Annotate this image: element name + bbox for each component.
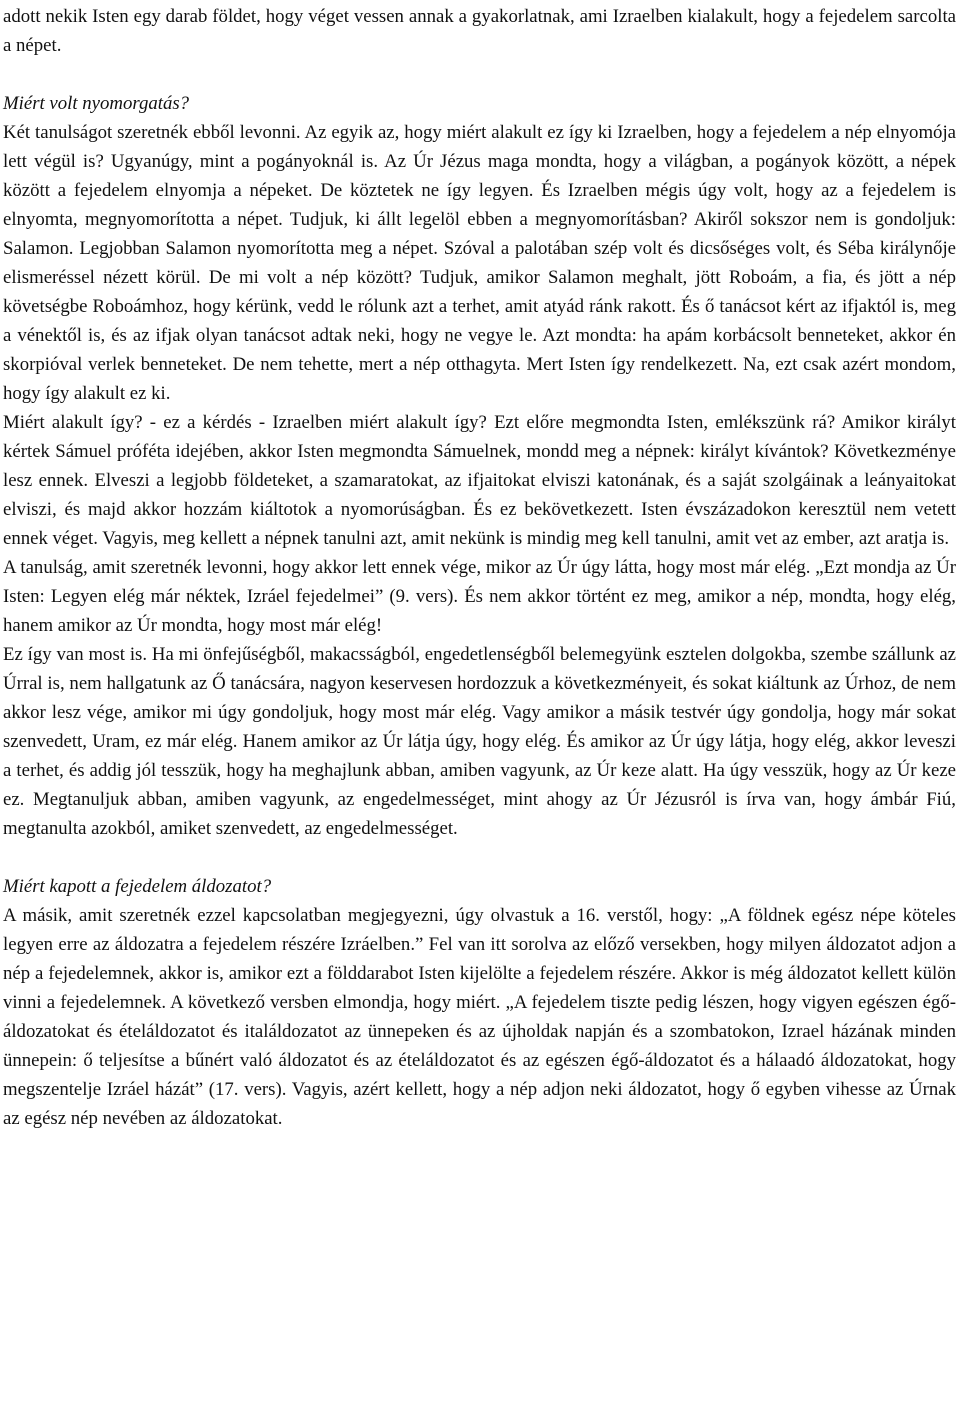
- paragraph: Két tanulságot szeretnék ebből levonni. Az egyik az, hogy miért alakult ez így ki Izraelben, hogy a fejedelem a nép elnyomója lett végül is? Ugyanúgy, mint a pogányoknál is. Az Úr Jézus maga mondta, hogy a világban, a pogányok között, a népek között a fejedelem elnyomja a népeket. De köztetek ne így legyen. És Izraelben mégis úgy volt, hogy az a fejedelem is elnyomta, megnyomorította a népet. Tudjuk, ki állt legelöl ebben a megnyomorításban? Akiről sokszor nem is gondoljuk: Salamon. Legjobban Salamon nyomorította meg a népet. Szóval a palotában szép volt és dicsőséges volt, és Séba királynője elismeréssel nézett körül. De mi volt a nép között? Tudjuk, amikor Salamon meghalt, jött Roboám, a fia, és jött a nép követségbe Roboámhoz, hogy kérünk, vedd le rólunk azt a terhet, amit atyád ránk rakott. És ő tanácsot kért az ifjaktól is, meg a vénektől is, és az ifjak olyan tanácsot adtak neki, hogy ne vegye le. Azt mondta: ha apám korbácsolt benneteket, akkor én skorpióval verlek benneteket. De nem tehette, mert a nép otthagyta. Mert Isten így rendelkezett. Na, ezt csak azért mondom, hogy így alakult ez ki.: [3, 122, 956, 404]
- paragraph: A tanulság, amit szeretnék levonni, hogy akkor lett ennek vége, mikor az Úr úgy látta, hogy most már elég. „Ezt mondja az Úr Isten: Legyen elég már néktek, Izráel fejedelmei” (9. vers). És nem akkor történt ez meg, amikor a nép, mondta, hogy elég, hanem amikor az Úr mondta, hogy most már elég!: [3, 557, 956, 636]
- paragraph-gap: [3, 843, 956, 872]
- paragraph: Miért alakult így? - ez a kérdés - Izraelben miért alakult így? Ezt előre megmondta Isten, emlékszünk rá? Amikor királyt kértek Sámuel próféta idejében, akkor Isten megmondta Sámuelnek, mondd meg a népnek: királyt kívántok? Következménye lesz ennek. Elveszi a legjobb földeteket, a szamaratokat, az ifjaitokat elviszi katonának, és a saját szolgáinak a leányaitokat elviszi, és majd akkor hozzám kiáltotok a nyomorúságban. És ez bekövetkezett. Isten évszázadokon keresztül nem vetett ennek véget. Vagyis, meg kellett a népnek tanulni azt, amit nekünk is mindig meg kell tanulni, amit vet az ember, azt aratja is.: [3, 412, 956, 549]
- paragraph: adott nekik Isten egy darab földet, hogy véget vessen annak a gyakorlatnak, ami Izraelben kialakult, hogy a fejedelem sarcolta a népet.: [3, 6, 956, 56]
- section-heading: Miért volt nyomorgatás?: [3, 93, 190, 114]
- document-page: [3, 2, 956, 1133]
- paragraph-gap: [3, 60, 956, 89]
- section-heading: Miért kapott a fejedelem áldozatot?: [3, 876, 272, 897]
- paragraph: Ez így van most is. Ha mi önfejűségből, makacsságból, engedetlenségből belemegyünk esztelen dolgokba, szembe szállunk az Úrral is, nem hallgatunk az Ő tanácsára, nagyon keservesen hordozzuk a következményeit, és sokat kiáltunk az Úrhoz, de nem akkor lesz vége, amikor mi úgy gondoljuk, hogy most már elég. Vagy amikor a másik testvér úgy gondolja, hogy már sokat szenvedett, Uram, ez már elég. Hanem amikor az Úr látja úgy, hogy elég. És amikor az Úr úgy látja, hogy elég, akkor leveszi a terhet, és addig jól tesszük, hogy ha meghajlunk abban, amiben vagyunk, az Úr keze alatt. Ha úgy vesszük, hogy az Úr keze ez. Megtanuljuk abban, amiben vagyunk, az engedelmességet, mint ahogy az Úr Jézusról is írva van, hogy ámbár Fiú, megtanulta azokból, amiket szenvedett, az engedelmességet.: [3, 644, 956, 839]
- paragraph: A másik, amit szeretnék ezzel kapcsolatban megjegyezni, úgy olvastuk a 16. verstől, hogy: „A földnek egész népe köteles legyen erre az áldozatra a fejedelem részére Izráelben.” Fel van itt sorolva az előző versekben, hogy milyen áldozatot adjon a nép a fejedelemnek, akkor is, amikor ezt a földdarabot Isten kijelölte a fejedelem részére. Akkor is még áldozatot kellett külön vinni a fejedelemnek. A következő versben elmondja, hogy miért. „A fejedelem tiszte pedig lészen, hogy vigyen egészen égő-áldozatokat és ételáldozatot és italáldozatot az ünnepeken és az újholdak napján és a szombatokon, Izrael házának minden ünnepein: ő teljesítse a bűnért való áldozatot és az ételáldozatot és az egészen égő-áldozatot és a hálaadó áldozatokat, hogy megszentelje Izráel házát” (17. vers). Vagyis, azért kellett, hogy a nép adjon neki áldozatot, hogy ő egyben vihesse az Úrnak az egész nép nevében az áldozatokat.: [3, 905, 956, 1129]
